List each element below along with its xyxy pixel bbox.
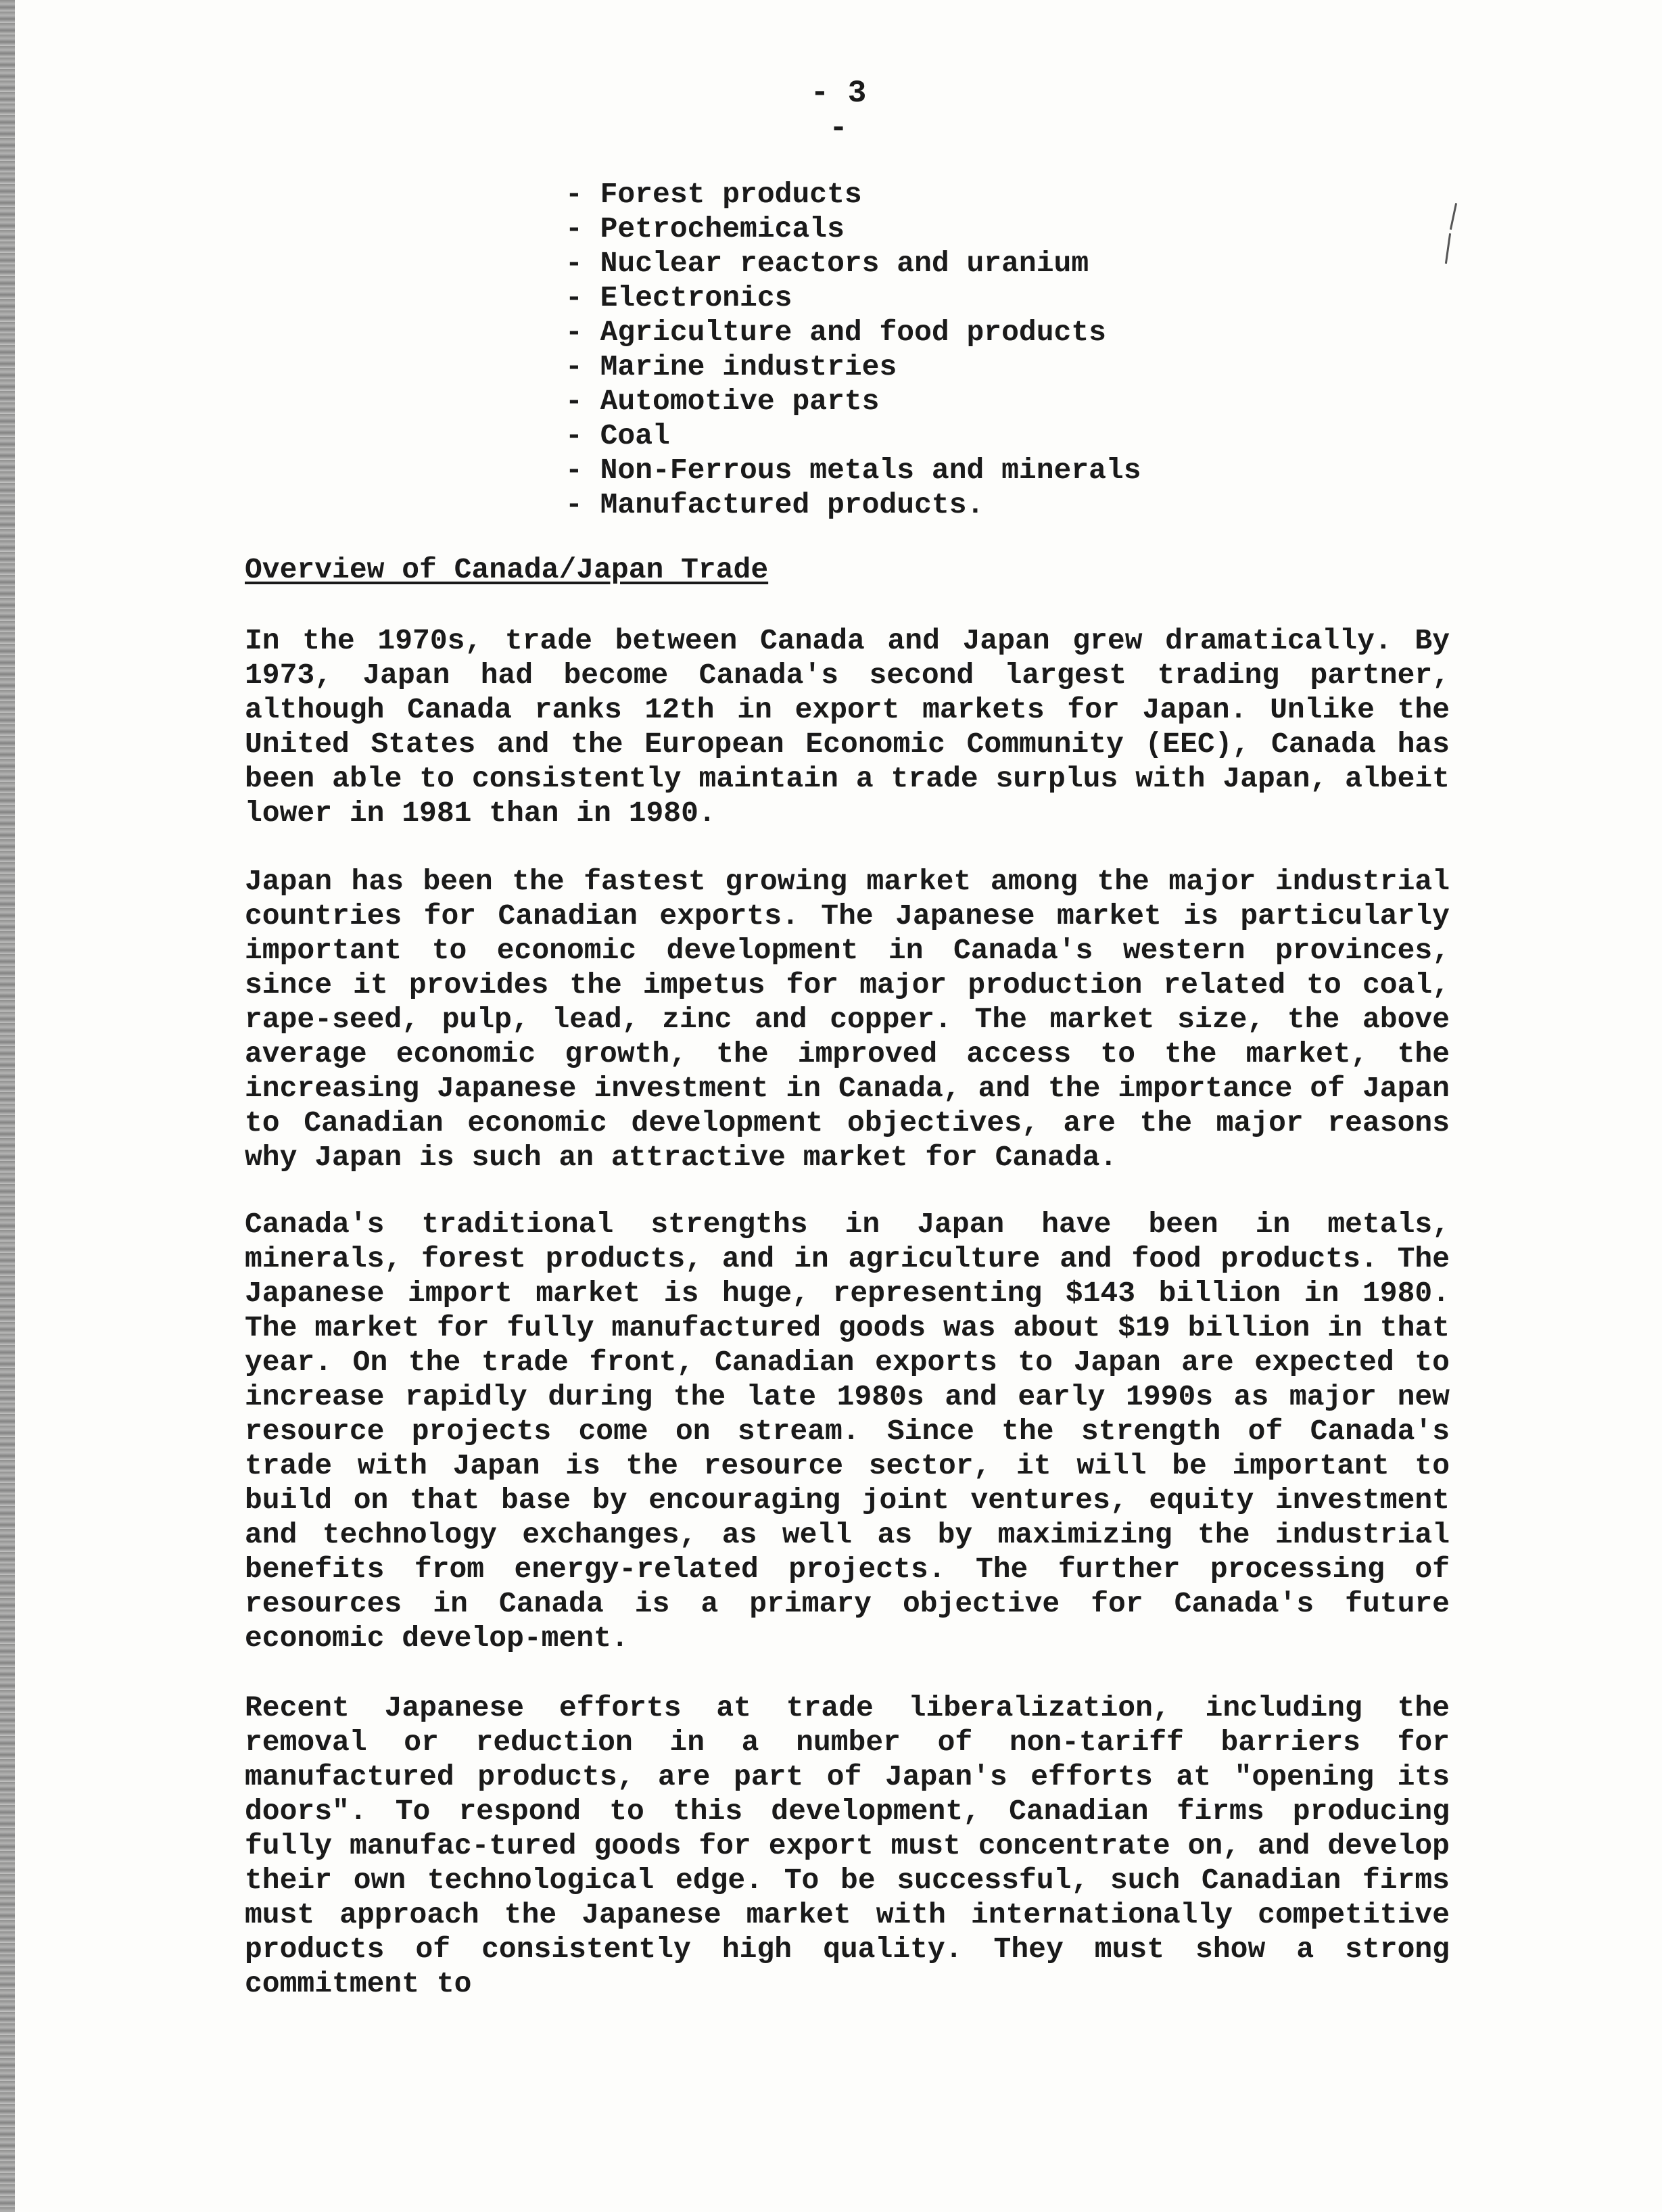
paragraph-fastest-growing-market: Japan has been the fastest growing market among the major industrial countries for Canadian exports. The Japanese market is particularly important to economic development in Canada's western provinces, since it provides the impetus for major production related to coal, rape-seed, pulp, lead, zinc and copper. The market size, the above average economic growth, the improved access to the market, the increasing Japanese investment in Canada, and the importance of Japan to Canadian economic development objectives, are the major reasons why Japan is such an attractive market for Canada.	[245, 865, 1450, 1174]
paragraph-traditional-strengths: Canada's traditional strengths in Japan have been in metals, minerals, forest products, and in agriculture and food products. The Japanese import market is huge, representing $143 billion in 1980. The market for fully manufactured goods was about $19 billion in that year. On the trade front, Canadian exports to Japan are expected to increase rapidly during the late 1980s and early 1990s as major new resource projects come on stream. Since the strength of Canada's trade with Japan is the resource sector, it will be important to build on that base by encouraging joint ventures, equity investment and technology exchanges, as well as by maximizing the industrial benefits from energy-related projects. The further processing of resources in Canada is a primary objective for Canada's future economic develop-ment.	[245, 1208, 1450, 1655]
margin-pencil-mark	[1450, 203, 1457, 230]
list-item: - Petrochemicals	[565, 212, 845, 245]
list-item: - Automotive parts	[565, 385, 880, 418]
paragraph-trade-growth: In the 1970s, trade between Canada and Japan grew dramatically. By 1973, Japan had become Canada's second largest trading partner, although Canada ranks 12th in export markets for Japan. Unlike the United States and the European Economic Community (EEC), Canada has been able to consistently maintain a trade surplus with Japan, albeit lower in 1981 than in 1980.	[245, 624, 1450, 830]
list-item: - Marine industries	[565, 350, 897, 383]
list-item: - Manufactured products.	[565, 488, 984, 521]
scan-edge-shadow	[0, 0, 15, 2212]
list-item: - Non-Ferrous metals and minerals	[565, 454, 1141, 487]
list-item: - Nuclear reactors and uranium	[565, 247, 1089, 280]
list-item: - Agriculture and food products	[565, 316, 1106, 349]
section-heading: Overview of Canada/Japan Trade	[245, 553, 769, 586]
paragraph-trade-liberalization: Recent Japanese efforts at trade liberalization, including the removal or reduction in a number of non-tariff barriers for manufactured products, are part of Japan's efforts at "opening its doors". To respond to this development, Canadian firms producing fully manufac-tured goods for export must concentrate on, and develop their own technological edge. To be successful, such Canadian firms must approach the Japanese market with internationally competitive products of consistently high quality. They must show a strong commitment to	[245, 1691, 1450, 2000]
list-item: - Forest products	[565, 178, 862, 211]
margin-pencil-mark	[1445, 233, 1451, 264]
sector-list	[565, 177, 1141, 522]
page-number: - 3 -	[810, 76, 867, 146]
list-item: - Coal	[565, 419, 670, 452]
list-item: - Electronics	[565, 281, 792, 314]
